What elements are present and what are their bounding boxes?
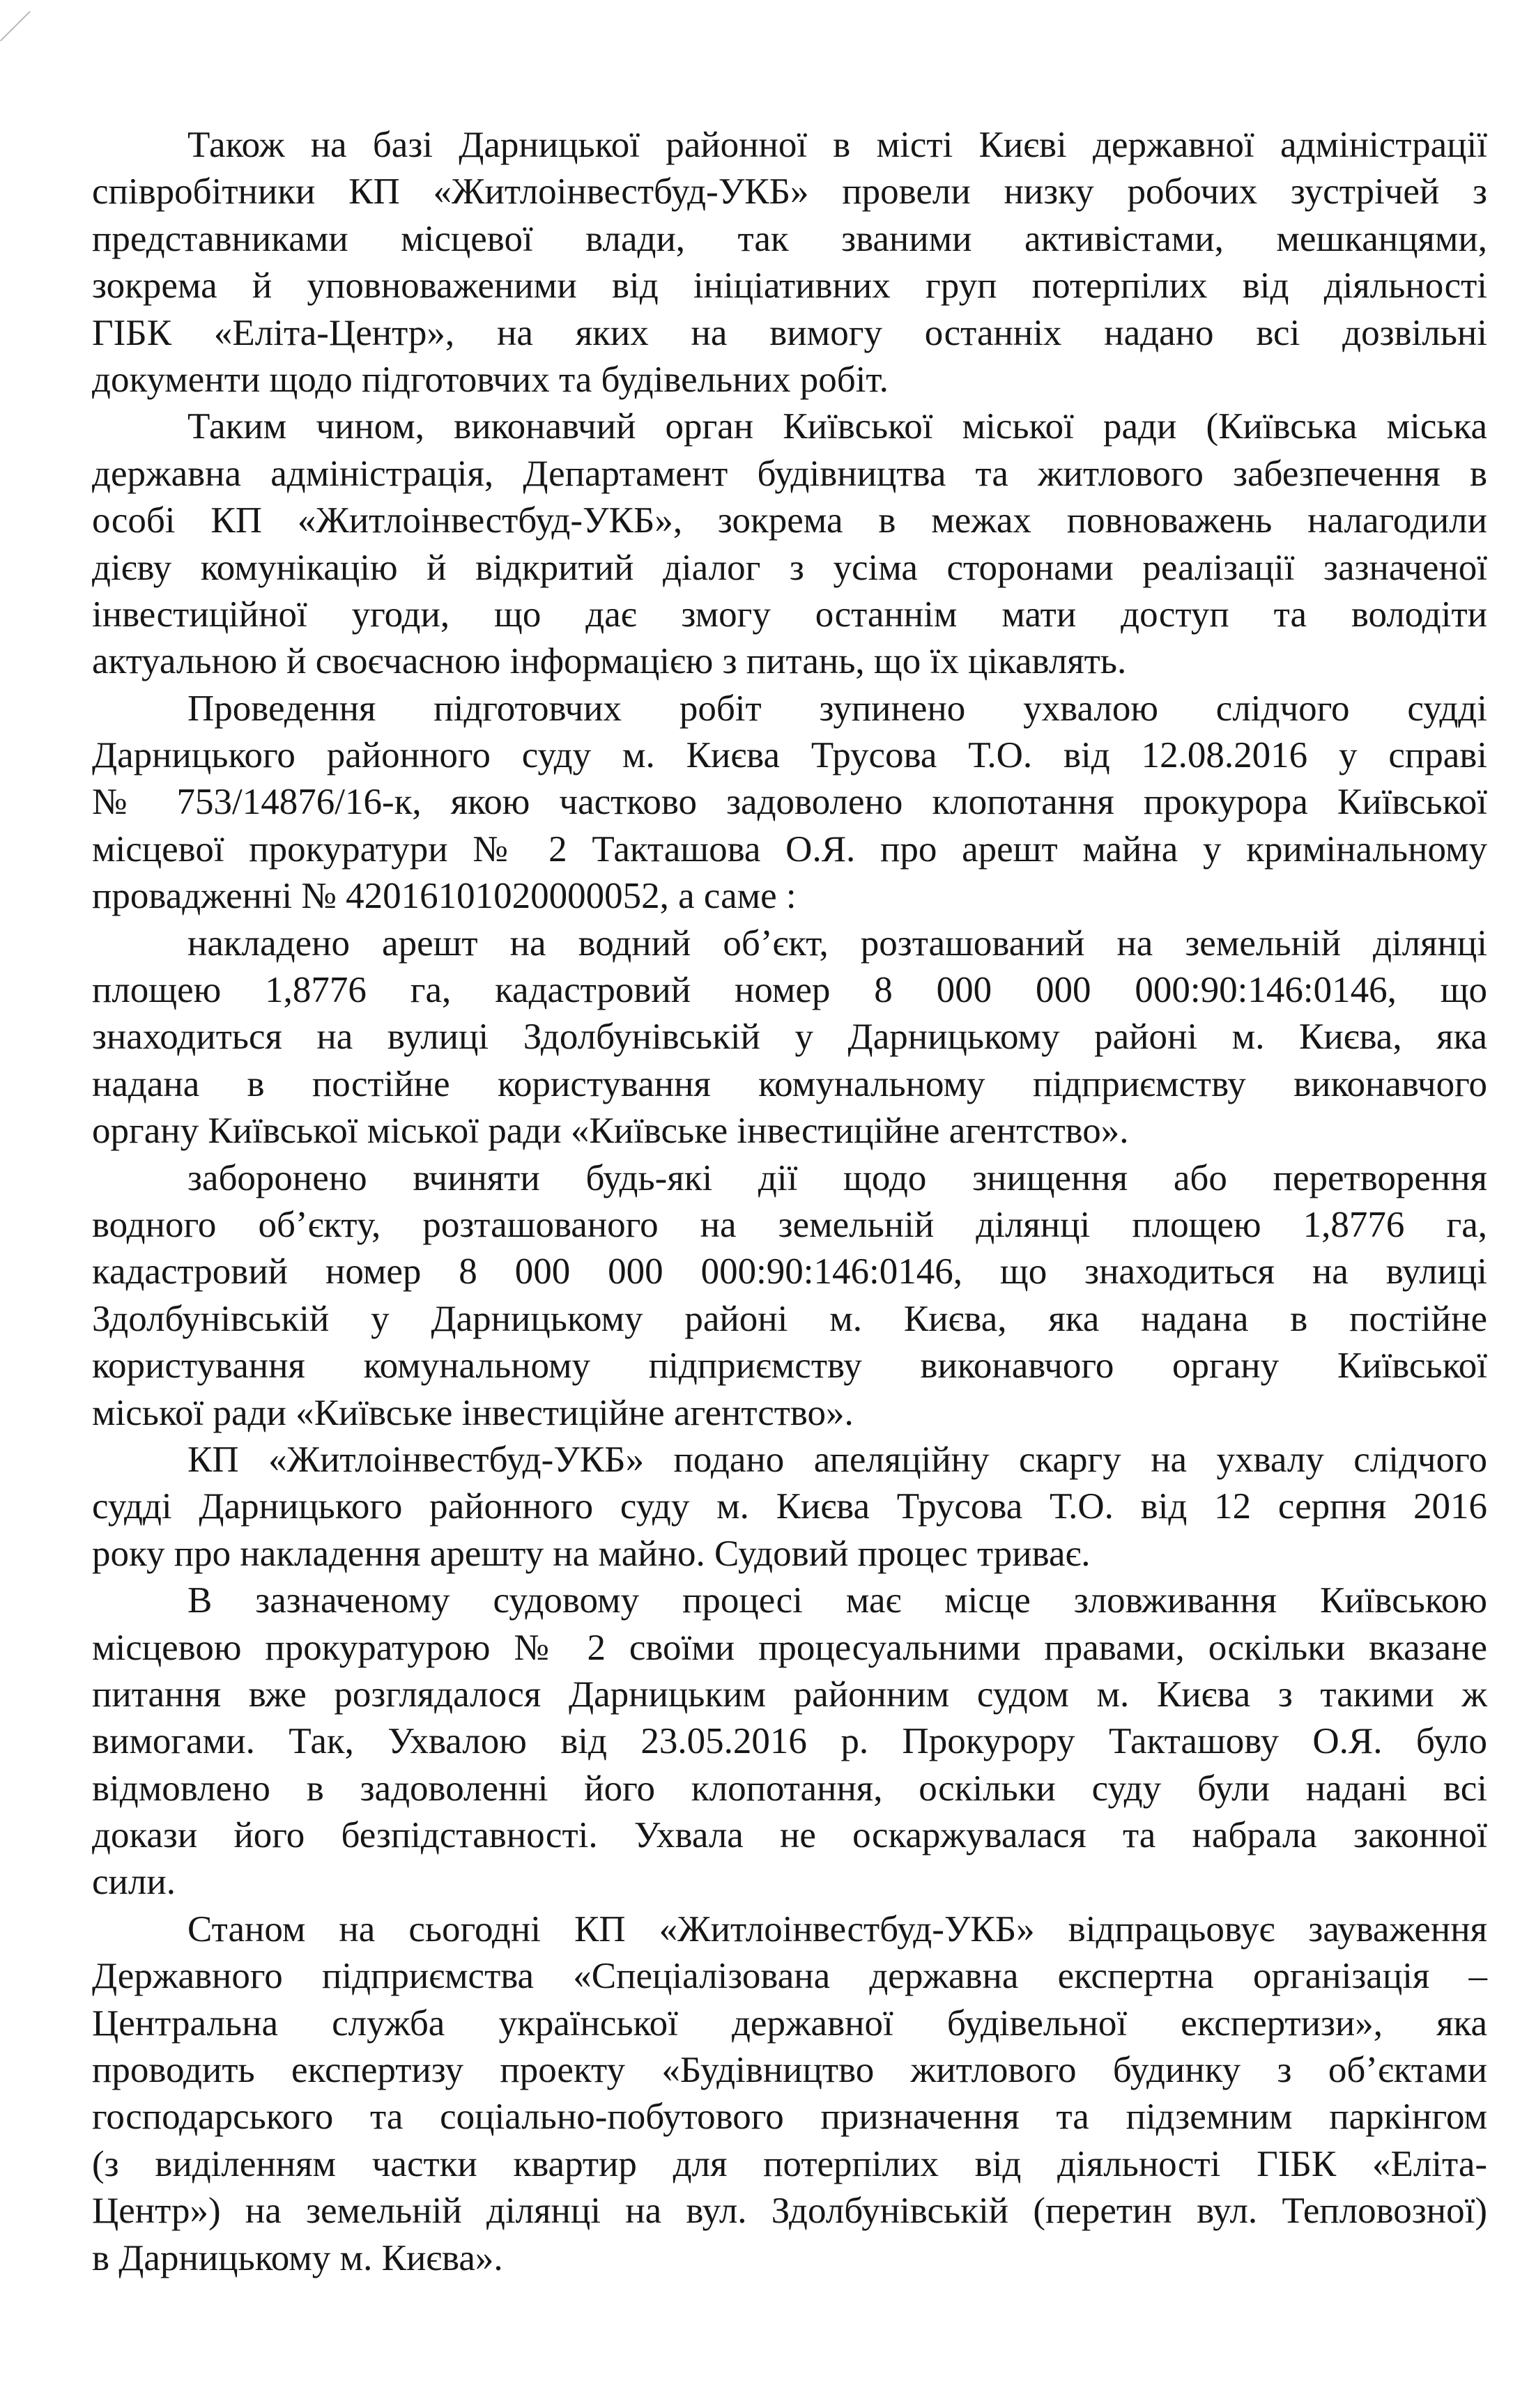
paragraph-line: актуальною й своєчасною інформацією з питань, що їх цікавлять. bbox=[92, 641, 1127, 682]
paragraph-line: зокрема й уповноваженими від ініціативних груп потерпілих від діяльності bbox=[92, 265, 1487, 307]
paragraph-line: інвестиційної угоди, що дає змогу останнім мати доступ та володіти bbox=[92, 594, 1487, 635]
paragraph-line: особі КП «Житлоінвестбуд-УКБ», зокрема в межах повноважень налагодили bbox=[92, 500, 1487, 541]
paragraph-line: Державного підприємства «Спеціалізована державна експертна організація – bbox=[92, 1956, 1487, 1997]
paragraph-line: відмовлено в задоволенні його клопотання, оскільки суду були надані всі bbox=[92, 1768, 1487, 1809]
paragraph-line: місцевої прокуратури № 2 Такташова О.Я. про арешт майна у кримінальному bbox=[92, 828, 1487, 870]
paragraph-line: Станом на сьогодні КП «Житлоінвестбуд-УКБ» відпрацьовує зауваження bbox=[187, 1908, 1487, 1950]
paragraph-line: вимогами. Так, Ухвалою від 23.05.2016 р. Прокурору Такташову О.Я. було bbox=[92, 1721, 1487, 1762]
paragraph-line: заборонено вчиняти будь-які дії щодо знищення або перетворення bbox=[187, 1157, 1487, 1198]
paragraph-line: Здолбунівській у Дарницькому районі м. Києва, яка надана в постійне bbox=[92, 1298, 1487, 1339]
paragraph-line: в Дарницькому м. Києва». bbox=[92, 2237, 503, 2278]
paragraph bbox=[92, 1155, 1487, 1437]
paragraph-line: користування комунальному підприємству виконавчого органу Київської bbox=[92, 1345, 1487, 1387]
paragraph-line: Центральна служба української державної будівельної експертизи», яка bbox=[92, 2002, 1487, 2044]
paragraph-line: Дарницького районного суду м. Києва Трусова Т.О. від 12.08.2016 у справі bbox=[92, 735, 1487, 776]
paragraph-line: провадженні № 42016101020000052, а саме : bbox=[92, 876, 797, 917]
paragraph-line: місцевою прокуратурою № 2 своїми процесуальними правами, оскільки вказане bbox=[92, 1627, 1487, 1668]
paragraph-line: В зазначеному судовому процесі має місце зловживання Київською bbox=[187, 1580, 1487, 1621]
paragraph-line: площею 1,8776 га, кадастровий номер 8 000 000 000:90:146:0146, що bbox=[92, 970, 1487, 1011]
paragraph bbox=[92, 1437, 1487, 1577]
paragraph-line: Також на базі Дарницької районної в місті Києві державної адміністрації bbox=[187, 125, 1487, 165]
paragraph-line: Центр») на земельній ділянці на вул. Здолбунівській (перетин вул. Тепловозної) bbox=[92, 2191, 1487, 2232]
paragraph-line: проводить експертизу проекту «Будівництво житлового будинку з об’єктами bbox=[92, 2050, 1487, 2091]
paragraph-line: сили. bbox=[92, 1862, 176, 1903]
paragraph-line: документи щодо підготовчих та будівельних робіт. bbox=[92, 359, 889, 400]
paragraph-line: КП «Житлоінвестбуд-УКБ» подано апеляційну скаргу на ухвалу слідчого bbox=[187, 1439, 1487, 1480]
paragraph-line: державна адміністрація, Департамент будівництва та житлового забезпечення в bbox=[92, 453, 1487, 494]
paragraph bbox=[92, 1906, 1487, 2282]
paragraph bbox=[92, 686, 1487, 920]
paragraph-line: докази його безпідставності. Ухвала не оскаржувалася та набрала законної bbox=[92, 1815, 1487, 1856]
paragraph-line: судді Дарницького районного суду м. Києва Трусова Т.О. від 12 серпня 2016 bbox=[92, 1486, 1487, 1527]
paragraph-line: (з виділенням частки квартир для потерпілих від діяльності ГІБК «Еліта- bbox=[92, 2143, 1487, 2184]
paragraph-line: співробітники КП «Житлоінвестбуд-УКБ» провели низку робочих зустрічей з bbox=[92, 171, 1487, 213]
paragraph-line: господарського та соціально-побутового призначення та підземним паркінгом bbox=[92, 2097, 1487, 2138]
paragraph-line: знаходиться на вулиці Здолбунівській у Дарницькому районі м. Києва, яка bbox=[92, 1017, 1487, 1058]
paragraph-line: надана в постійне користування комунальному підприємству виконавчого bbox=[92, 1063, 1487, 1104]
paragraph bbox=[92, 403, 1487, 685]
paragraph bbox=[92, 122, 1487, 403]
paragraph-line: Таким чином, виконавчий орган Київської міської ради (Київська міська bbox=[187, 406, 1487, 447]
paragraph-line: водного об’єкту, розташованого на земельній ділянці площею 1,8776 га, bbox=[92, 1204, 1487, 1245]
paragraph-line: року про накладення арешту на майно. Судовий процес триває. bbox=[92, 1533, 1091, 1574]
paragraph-line: ГІБК «Еліта-Центр», на яких на вимогу останніх надано всі дозвільні bbox=[92, 312, 1487, 353]
paragraph-line: № 753/14876/16-к, якою частково задоволено клопотання прокурора Київської bbox=[92, 782, 1487, 823]
paragraph-line: органу Київської міської ради «Київське інвестиційне агентство». bbox=[92, 1111, 1129, 1152]
paragraph bbox=[92, 920, 1487, 1155]
paragraph-line: міської ради «Київське інвестиційне агентство». bbox=[92, 1392, 854, 1433]
document-body bbox=[92, 122, 1487, 2282]
paragraph-line: представниками місцевої влади, так званими активістами, мешканцями, bbox=[92, 218, 1487, 259]
paragraph-line: дієву комунікацію й відкритий діалог з усіма сторонами реалізації зазначеної bbox=[92, 547, 1487, 588]
paragraph-line: кадастровий номер 8 000 000 000:90:146:0146, що знаходиться на вулиці bbox=[92, 1251, 1487, 1292]
paragraph-line: накладено арешт на водний об’єкт, розташований на земельній ділянці bbox=[187, 923, 1487, 964]
scan-artifact-mark bbox=[0, 11, 31, 42]
paragraph-line: питання вже розглядалося Дарницьким районним судом м. Києва з такими ж bbox=[92, 1674, 1487, 1715]
paragraph-line: Проведення підготовчих робіт зупинено ухвалою слідчого судді bbox=[187, 688, 1487, 729]
paragraph bbox=[92, 1577, 1487, 1906]
